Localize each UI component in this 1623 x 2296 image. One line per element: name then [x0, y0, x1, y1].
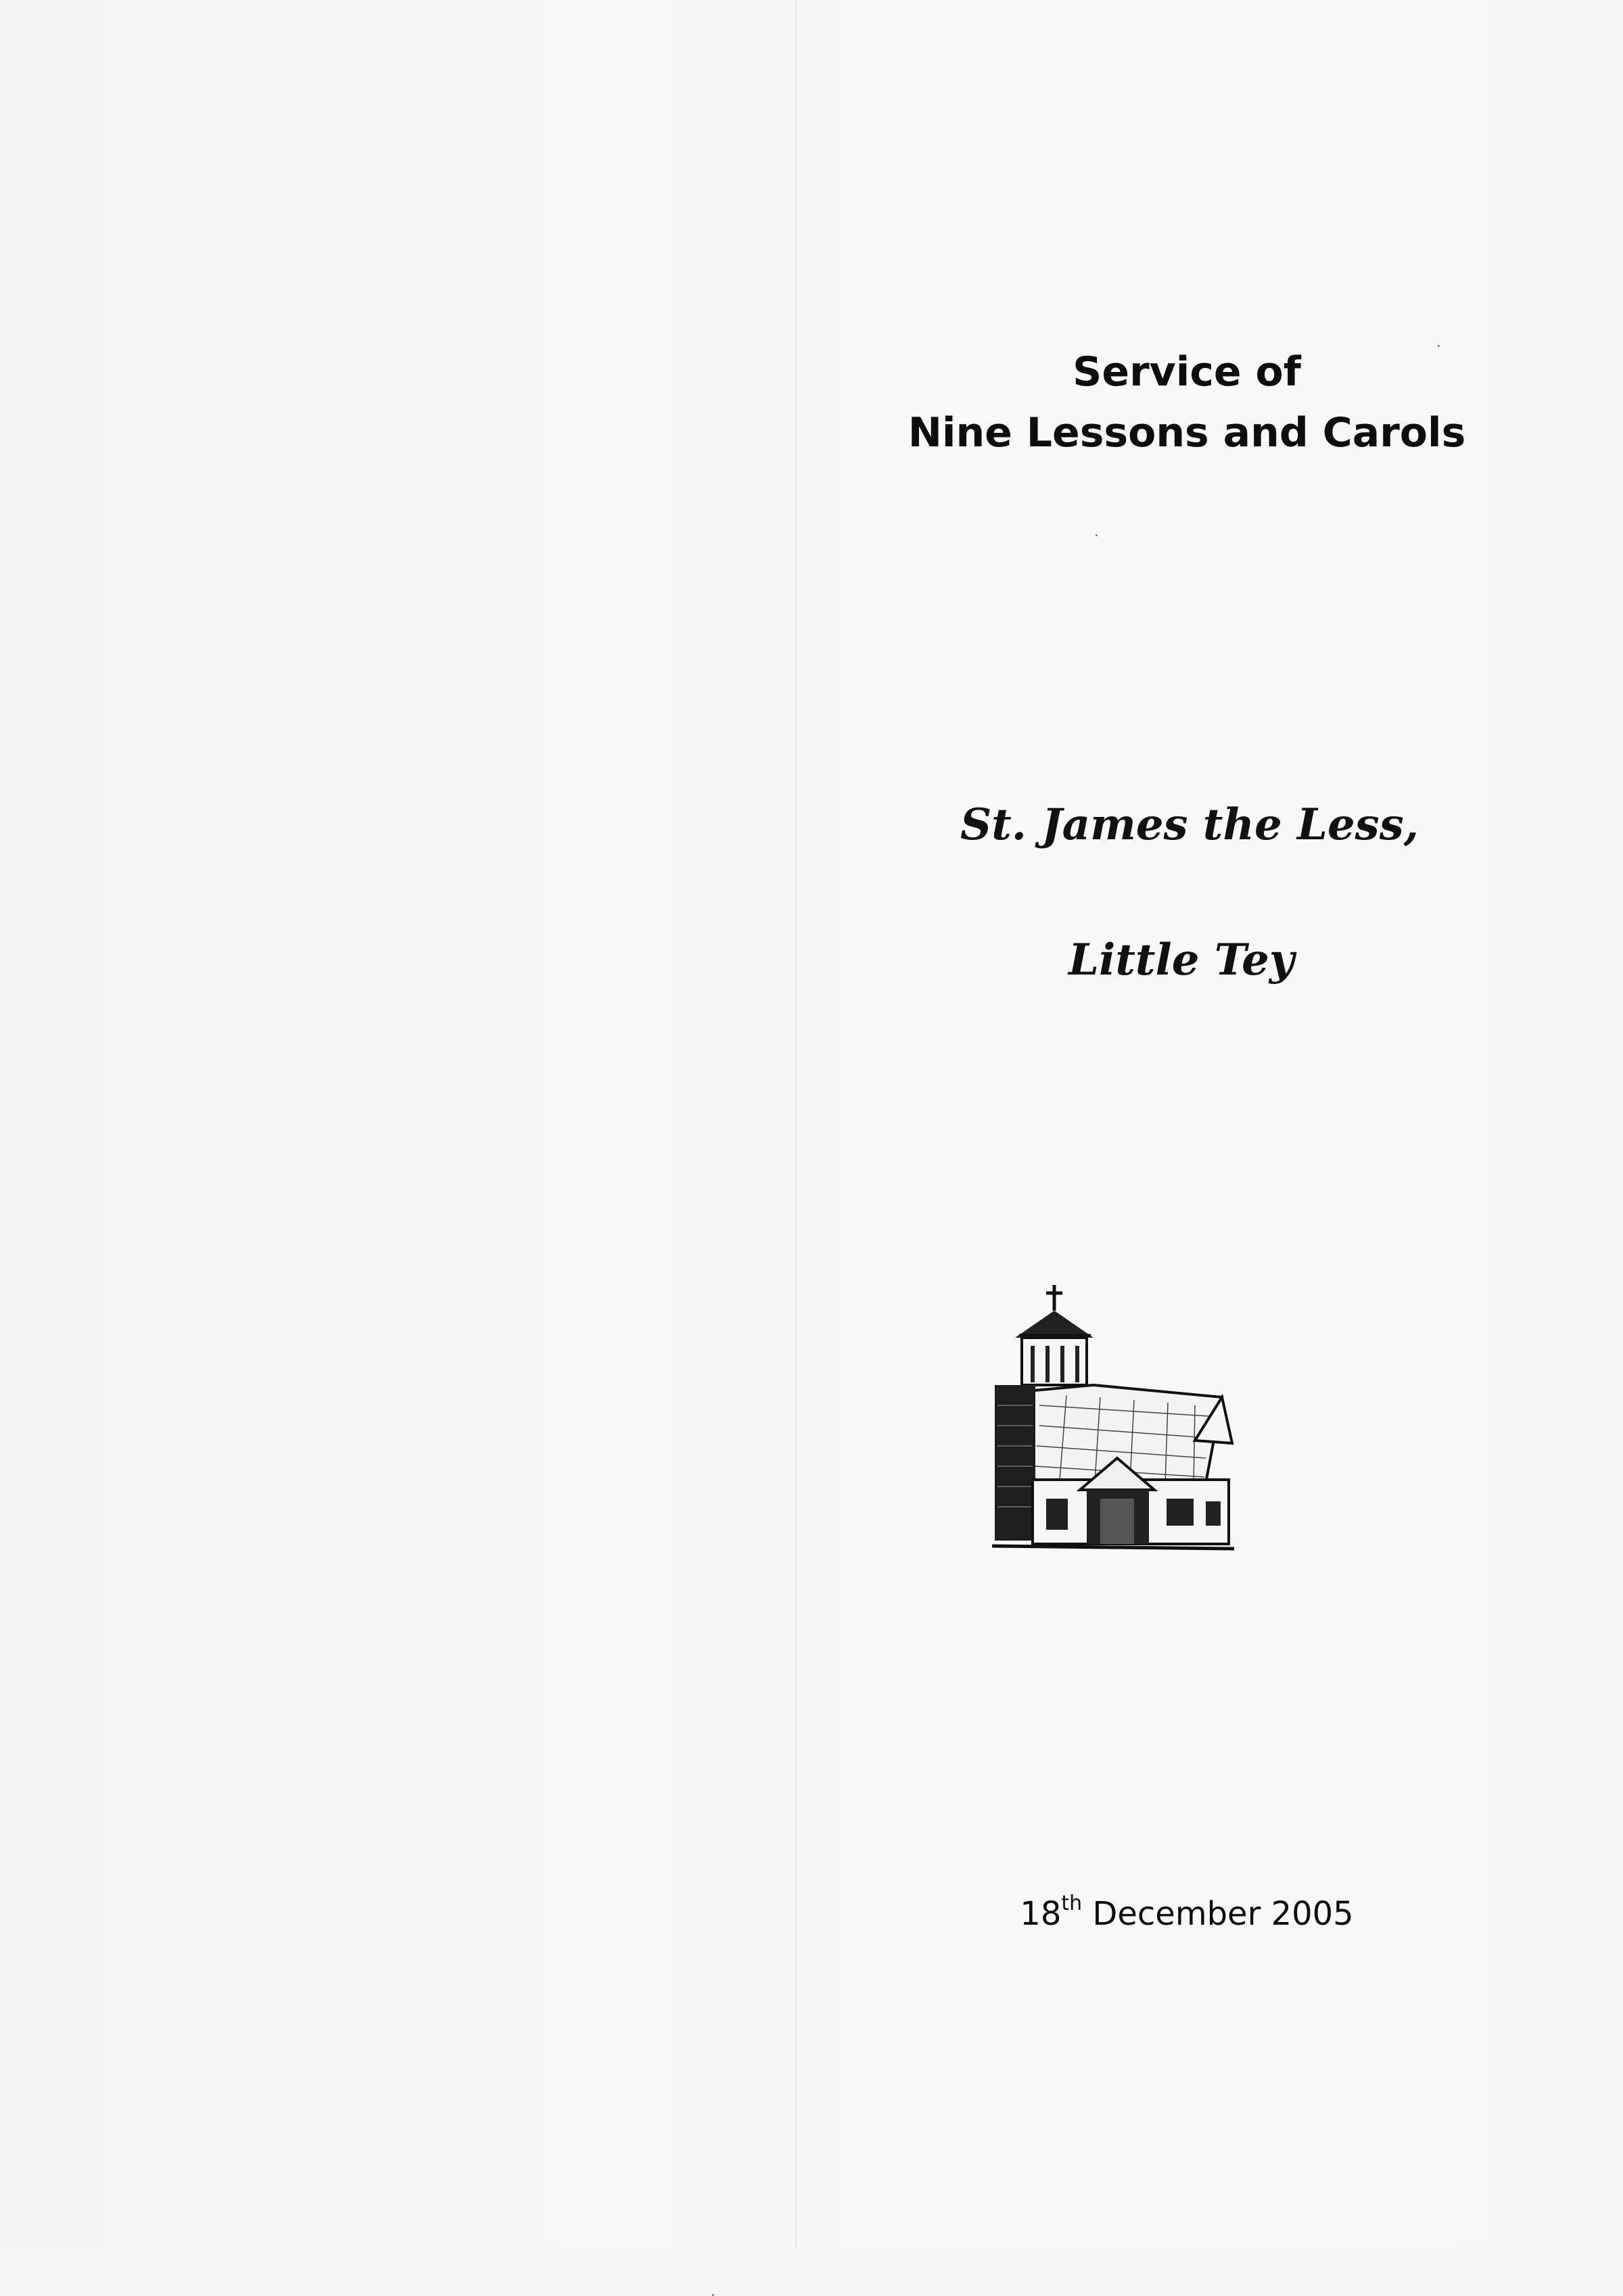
- service-date: [798, 1890, 1576, 1938]
- church-place: Little Tey: [1068, 935, 1294, 985]
- date-suffix: th: [1061, 1892, 1083, 1915]
- church-name: St. James the Less,: [960, 799, 1419, 850]
- date-month-year: December 2005: [1082, 1895, 1354, 1933]
- page-fold: [795, 0, 797, 2248]
- print-speck: [1096, 534, 1098, 536]
- print-speck: [1438, 345, 1440, 347]
- service-title-line1: Service of: [1073, 348, 1301, 396]
- cover-panel: [798, 0, 1623, 2248]
- church-icon: [992, 1284, 1236, 1554]
- service-title-line2: Nine Lessons and Carols: [908, 409, 1466, 456]
- date-day: 18: [1020, 1895, 1062, 1933]
